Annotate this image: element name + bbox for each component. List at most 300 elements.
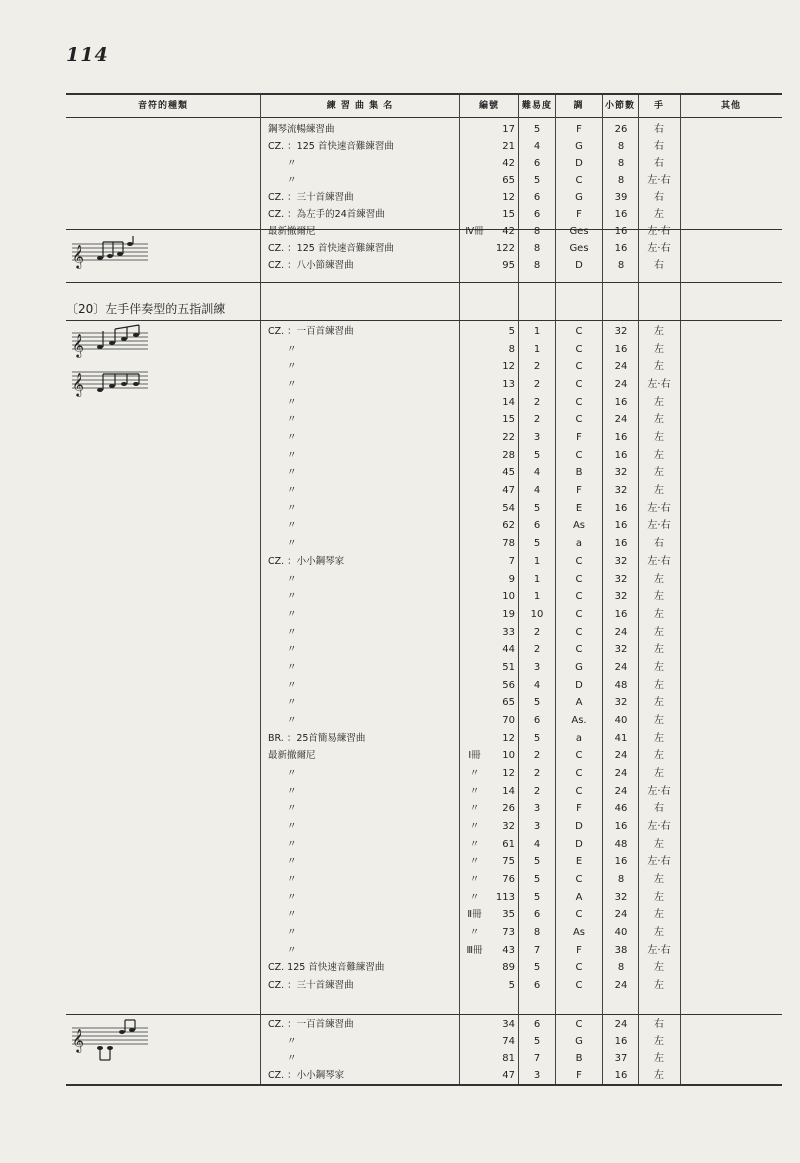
table-row <box>0 765 800 782</box>
cell-no: 43 <box>502 944 515 956</box>
cell-no: 42 <box>502 226 515 237</box>
cell-no: 95 <box>502 260 515 271</box>
table-row <box>0 1033 800 1050</box>
cell-diff: 5 <box>533 449 541 461</box>
cell-vol: 〃 <box>469 927 480 939</box>
cell-no: 45 <box>502 467 515 479</box>
cell-title: CZ. ：三十首練習曲 <box>268 192 354 203</box>
cell-no: 56 <box>502 679 515 691</box>
cell-diff: 5 <box>533 175 541 186</box>
cell-hand: 左 <box>654 714 664 726</box>
cell-key: D <box>575 838 583 850</box>
cell-vol: 〃 <box>469 838 480 850</box>
cell-key: F <box>576 432 582 444</box>
cell-title: 〃 <box>268 679 297 691</box>
cell-key: B <box>575 1053 583 1064</box>
cell-no: 47 <box>502 485 515 497</box>
cell-key: C <box>575 608 583 620</box>
cell-bars: 16 <box>614 1036 628 1047</box>
cell-diff: 7 <box>533 1053 541 1064</box>
cell-hand: 左 <box>654 1070 664 1081</box>
cell-title: 〃 <box>268 414 297 426</box>
cell-key: C <box>575 785 583 797</box>
cell-no: 10 <box>502 591 515 603</box>
cell-diff: 5 <box>533 962 541 974</box>
cell-bars: 32 <box>614 326 628 337</box>
cell-no: 122 <box>495 243 515 254</box>
table-row <box>0 836 800 853</box>
table-row <box>0 659 800 676</box>
table-row <box>0 1016 800 1033</box>
cell-diff: 10 <box>530 608 544 620</box>
cell-hand: 左 <box>654 874 664 886</box>
cell-no: 21 <box>502 141 515 152</box>
table-row <box>0 694 800 711</box>
cell-hand: 左 <box>654 1053 664 1064</box>
cell-diff: 6 <box>533 209 541 220</box>
cell-no: 76 <box>502 874 515 886</box>
cell-vol: Ⅲ冊 <box>466 944 483 956</box>
cell-no: 13 <box>502 379 515 391</box>
cell-no: 89 <box>502 962 515 974</box>
group-rule <box>66 320 782 321</box>
cell-no: 47 <box>502 1070 515 1081</box>
cell-key: C <box>575 414 583 426</box>
table-row <box>0 924 800 941</box>
table-row <box>0 588 800 605</box>
cell-title: 〃 <box>268 927 297 939</box>
cell-diff: 5 <box>533 502 541 514</box>
cell-title: 〃 <box>268 573 297 585</box>
cell-no: 113 <box>495 891 515 903</box>
cell-title: 〃 <box>268 1053 297 1064</box>
table-row <box>0 641 800 658</box>
table-bottom-rule <box>66 1084 782 1086</box>
cell-bars: 32 <box>614 573 628 585</box>
cell-diff: 1 <box>533 555 541 567</box>
cell-hand: 左 <box>654 361 664 373</box>
cell-no: 54 <box>502 502 515 514</box>
table-row <box>0 394 800 411</box>
cell-hand: 左 <box>654 927 664 939</box>
cell-diff: 2 <box>533 379 541 391</box>
cell-key: D <box>575 679 583 691</box>
cell-no: 75 <box>502 856 515 868</box>
cell-diff: 5 <box>533 1036 541 1047</box>
cell-title: 〃 <box>268 944 297 956</box>
cell-key: a <box>575 732 583 744</box>
cell-bars: 16 <box>614 856 628 868</box>
cell-hand: 左·右 <box>647 379 671 391</box>
cell-title: 〃 <box>268 502 297 514</box>
cell-diff: 8 <box>533 927 541 939</box>
cell-bars: 16 <box>614 396 628 408</box>
cell-key: C <box>575 396 583 408</box>
cell-title: CZ. ：一百首練習曲 <box>268 1019 354 1030</box>
cell-hand: 左·右 <box>647 175 671 186</box>
cell-diff: 5 <box>533 891 541 903</box>
cell-hand: 左·右 <box>647 821 671 833</box>
cell-title: CZ. ：一百首練習曲 <box>268 326 354 337</box>
cell-no: 17 <box>502 124 515 135</box>
cell-no: 33 <box>502 626 515 638</box>
header-collection: 練 習 曲 集 名 <box>326 101 394 111</box>
table-row <box>0 730 800 747</box>
cell-bars: 16 <box>614 538 628 550</box>
cell-diff: 3 <box>533 661 541 673</box>
cell-key: C <box>575 644 583 656</box>
svg-text:𝄞: 𝄞 <box>72 244 84 268</box>
cell-no: 62 <box>502 520 515 532</box>
table-row <box>0 155 800 172</box>
page-number: 114 <box>66 44 109 66</box>
cell-bars: 32 <box>614 644 628 656</box>
cell-hand: 左 <box>654 838 664 850</box>
cell-bars: 40 <box>614 714 628 726</box>
cell-hand: 右 <box>654 141 664 152</box>
cell-diff: 8 <box>533 260 541 271</box>
cell-key: D <box>575 260 583 271</box>
cell-bars: 24 <box>614 768 628 779</box>
cell-no: 22 <box>502 432 515 444</box>
cell-title: 〃 <box>268 661 297 673</box>
table-row <box>0 712 800 729</box>
cell-hand: 左 <box>654 768 664 779</box>
cell-bars: 24 <box>614 414 628 426</box>
cell-key: C <box>575 573 583 585</box>
cell-bars: 24 <box>614 750 628 762</box>
cell-key: C <box>575 626 583 638</box>
cell-title: 鋼琴流暢練習曲 <box>268 124 335 135</box>
cell-no: 15 <box>502 209 515 220</box>
cell-key: C <box>575 555 583 567</box>
cell-diff: 4 <box>533 485 541 497</box>
cell-hand: 左 <box>654 432 664 444</box>
cell-bars: 16 <box>614 608 628 620</box>
table-row <box>0 121 800 138</box>
cell-bars: 24 <box>614 626 628 638</box>
cell-title: 〃 <box>268 785 297 797</box>
cell-bars: 40 <box>614 927 628 939</box>
table-row <box>0 447 800 464</box>
cell-bars: 24 <box>614 1019 628 1030</box>
cell-vol: Ⅱ冊 <box>467 909 482 921</box>
cell-key: B <box>575 467 583 479</box>
cell-diff: 6 <box>533 1019 541 1030</box>
cell-bars: 48 <box>614 679 628 691</box>
cell-hand: 左·右 <box>647 785 671 797</box>
cell-no: 78 <box>502 538 515 550</box>
cell-title: 〃 <box>268 608 297 620</box>
cell-title: 〃 <box>268 856 297 868</box>
cell-hand: 左·右 <box>647 520 671 532</box>
table-row <box>0 1050 800 1067</box>
cell-hand: 左 <box>654 679 664 691</box>
cell-diff: 7 <box>533 944 541 956</box>
cell-bars: 8 <box>617 260 625 271</box>
cell-no: 70 <box>502 714 515 726</box>
cell-diff: 6 <box>533 158 541 169</box>
cell-no: 44 <box>502 644 515 656</box>
section-title: 〔20〕左手伴奏型的五指訓練 <box>66 302 226 316</box>
cell-no: 5 <box>508 326 515 337</box>
table-row <box>0 341 800 358</box>
cell-diff: 6 <box>533 980 541 992</box>
cell-bars: 8 <box>617 175 625 186</box>
cell-diff: 8 <box>533 226 541 237</box>
cell-hand: 左 <box>654 209 664 220</box>
cell-title: 〃 <box>268 768 297 779</box>
cell-diff: 2 <box>533 644 541 656</box>
cell-key: F <box>576 124 582 135</box>
cell-no: 65 <box>502 175 515 186</box>
cell-no: 12 <box>502 768 515 779</box>
cell-key: D <box>575 821 583 833</box>
table-row <box>0 818 800 835</box>
table-row <box>0 138 800 155</box>
cell-title: 〃 <box>268 838 297 850</box>
table-row <box>0 624 800 641</box>
cell-hand: 左 <box>654 962 664 974</box>
cell-title: 〃 <box>268 821 297 833</box>
cell-no: 35 <box>502 909 515 921</box>
cell-diff: 1 <box>533 591 541 603</box>
cell-no: 65 <box>502 697 515 709</box>
cell-bars: 39 <box>614 192 628 203</box>
cell-hand: 左·右 <box>647 226 671 237</box>
cell-no: 34 <box>502 1019 515 1030</box>
cell-diff: 5 <box>533 732 541 744</box>
cell-bars: 24 <box>614 980 628 992</box>
table-row <box>0 257 800 274</box>
cell-no: 15 <box>502 414 515 426</box>
cell-bars: 16 <box>614 1070 628 1081</box>
cell-hand: 左 <box>654 644 664 656</box>
cell-no: 14 <box>502 396 515 408</box>
cell-key: As <box>572 520 586 532</box>
cell-hand: 左 <box>654 414 664 426</box>
cell-hand: 左 <box>654 485 664 497</box>
cell-title: 〃 <box>268 158 297 169</box>
cell-title: 〃 <box>268 803 297 815</box>
cell-title: 〃 <box>268 361 297 373</box>
cell-bars: 16 <box>614 432 628 444</box>
group-rule <box>66 282 782 283</box>
cell-key: C <box>575 874 583 886</box>
cell-key: E <box>575 502 583 514</box>
table-row <box>0 942 800 959</box>
cell-diff: 4 <box>533 467 541 479</box>
cell-no: 26 <box>502 803 515 815</box>
cell-vol: 〃 <box>469 891 480 903</box>
cell-title: CZ. ：小小鋼琴家 <box>268 1070 345 1081</box>
cell-diff: 2 <box>533 785 541 797</box>
cell-bars: 24 <box>614 785 628 797</box>
cell-title: CZ. 125 首快速音難練習曲 <box>268 962 385 974</box>
cell-bars: 8 <box>617 158 625 169</box>
cell-hand: 右 <box>654 158 664 169</box>
table-row <box>0 517 800 534</box>
cell-diff: 2 <box>533 768 541 779</box>
cell-bars: 32 <box>614 467 628 479</box>
cell-hand: 左·右 <box>647 944 671 956</box>
cell-hand: 左 <box>654 909 664 921</box>
cell-key: F <box>576 944 582 956</box>
cell-bars: 8 <box>617 962 625 974</box>
cell-bars: 16 <box>614 502 628 514</box>
cell-hand: 左 <box>654 980 664 992</box>
cell-no: 19 <box>502 608 515 620</box>
cell-diff: 2 <box>533 396 541 408</box>
cell-hand: 右 <box>654 1019 664 1030</box>
cell-key: C <box>575 962 583 974</box>
cell-key: C <box>575 326 583 337</box>
cell-key: C <box>575 980 583 992</box>
cell-diff: 5 <box>533 874 541 886</box>
cell-key: F <box>576 1070 582 1081</box>
cell-bars: 32 <box>614 591 628 603</box>
cell-diff: 2 <box>533 626 541 638</box>
cell-key: C <box>575 768 583 779</box>
table-row <box>0 206 800 223</box>
table-row <box>0 240 800 257</box>
header-other: 其他 <box>720 101 741 111</box>
table-row <box>0 482 800 499</box>
table-row <box>0 677 800 694</box>
cell-vol: 〃 <box>469 785 480 797</box>
cell-key: C <box>575 1019 583 1030</box>
cell-vol: 〃 <box>469 768 480 779</box>
table-row <box>0 747 800 764</box>
cell-vol: Ⅰ冊 <box>468 750 481 762</box>
cell-hand: 左 <box>654 891 664 903</box>
cell-title: CZ. ：125 首快速音難練習曲 <box>268 141 394 152</box>
cell-hand: 右 <box>654 538 664 550</box>
cell-key: F <box>576 485 582 497</box>
cell-no: 12 <box>502 361 515 373</box>
cell-title: 〃 <box>268 520 297 532</box>
svg-text:𝄞: 𝄞 <box>72 333 84 357</box>
cell-key: G <box>575 1036 583 1047</box>
cell-bars: 16 <box>614 226 628 237</box>
cell-key: C <box>575 909 583 921</box>
cell-bars: 24 <box>614 661 628 673</box>
cell-diff: 5 <box>533 538 541 550</box>
cell-title: 最新撤爾尼 <box>268 750 316 762</box>
cell-title: 〃 <box>268 714 297 726</box>
table-row <box>0 411 800 428</box>
cell-hand: 左·右 <box>647 856 671 868</box>
cell-key: A <box>575 891 583 903</box>
cell-diff: 4 <box>533 679 541 691</box>
cell-hand: 左 <box>654 697 664 709</box>
cell-title: CZ. ：八小節練習曲 <box>268 260 354 271</box>
table-row <box>0 376 800 393</box>
cell-bars: 24 <box>614 909 628 921</box>
table-row <box>0 889 800 906</box>
cell-bars: 16 <box>614 343 628 355</box>
cell-bars: 24 <box>614 361 628 373</box>
table-row <box>0 1067 800 1084</box>
cell-title: 〃 <box>268 343 297 355</box>
cell-bars: 32 <box>614 891 628 903</box>
cell-no: 5 <box>508 980 515 992</box>
cell-diff: 2 <box>533 414 541 426</box>
cell-key: Ges <box>569 226 589 237</box>
cell-key: A <box>575 697 583 709</box>
cell-title: 〃 <box>268 591 297 603</box>
cell-diff: 1 <box>533 573 541 585</box>
cell-title: 〃 <box>268 175 297 186</box>
cell-bars: 38 <box>614 944 628 956</box>
cell-hand: 左 <box>654 396 664 408</box>
cell-key: As <box>572 927 586 939</box>
cell-vol: 〃 <box>469 803 480 815</box>
cell-diff: 1 <box>533 343 541 355</box>
cell-key: C <box>575 750 583 762</box>
cell-diff: 3 <box>533 1070 541 1081</box>
cell-bars: 16 <box>614 243 628 254</box>
cell-diff: 8 <box>533 243 541 254</box>
table-row <box>0 959 800 976</box>
cell-hand: 左 <box>654 467 664 479</box>
cell-hand: 左·右 <box>647 243 671 254</box>
cell-no: 28 <box>502 449 515 461</box>
cell-vol: 〃 <box>469 821 480 833</box>
cell-title: 〃 <box>268 1036 297 1047</box>
cell-bars: 16 <box>614 520 628 532</box>
cell-diff: 5 <box>533 856 541 868</box>
cell-bars: 32 <box>614 555 628 567</box>
cell-bars: 16 <box>614 209 628 220</box>
cell-hand: 左 <box>654 573 664 585</box>
cell-bars: 16 <box>614 821 628 833</box>
cell-no: 73 <box>502 927 515 939</box>
cell-bars: 8 <box>617 141 625 152</box>
table-row <box>0 189 800 206</box>
cell-diff: 2 <box>533 750 541 762</box>
table-row <box>0 323 800 340</box>
cell-no: 12 <box>502 192 515 203</box>
table-row <box>0 906 800 923</box>
cell-hand: 左 <box>654 326 664 337</box>
cell-bars: 26 <box>614 124 628 135</box>
cell-title: 〃 <box>268 432 297 444</box>
cell-hand: 左 <box>654 626 664 638</box>
cell-title: CZ. ：小小鋼琴家 <box>268 555 345 567</box>
table-row <box>0 358 800 375</box>
cell-key: F <box>576 803 582 815</box>
header-note-type: 音符的種類 <box>137 101 188 111</box>
cell-hand: 左·右 <box>647 555 671 567</box>
cell-hand: 左 <box>654 343 664 355</box>
cell-title: 〃 <box>268 697 297 709</box>
table-row <box>0 535 800 552</box>
cell-diff: 6 <box>533 520 541 532</box>
cell-diff: 5 <box>533 697 541 709</box>
cell-key: C <box>575 379 583 391</box>
cell-hand: 右 <box>654 192 664 203</box>
header-bottom-rule <box>66 117 782 118</box>
cell-no: 81 <box>502 1053 515 1064</box>
cell-no: 42 <box>502 158 515 169</box>
table-row <box>0 977 800 994</box>
table-row <box>0 853 800 870</box>
cell-title: 〃 <box>268 379 297 391</box>
cell-no: 51 <box>502 661 515 673</box>
cell-title: 最新撤爾尼 <box>268 226 316 237</box>
cell-no: 32 <box>502 821 515 833</box>
